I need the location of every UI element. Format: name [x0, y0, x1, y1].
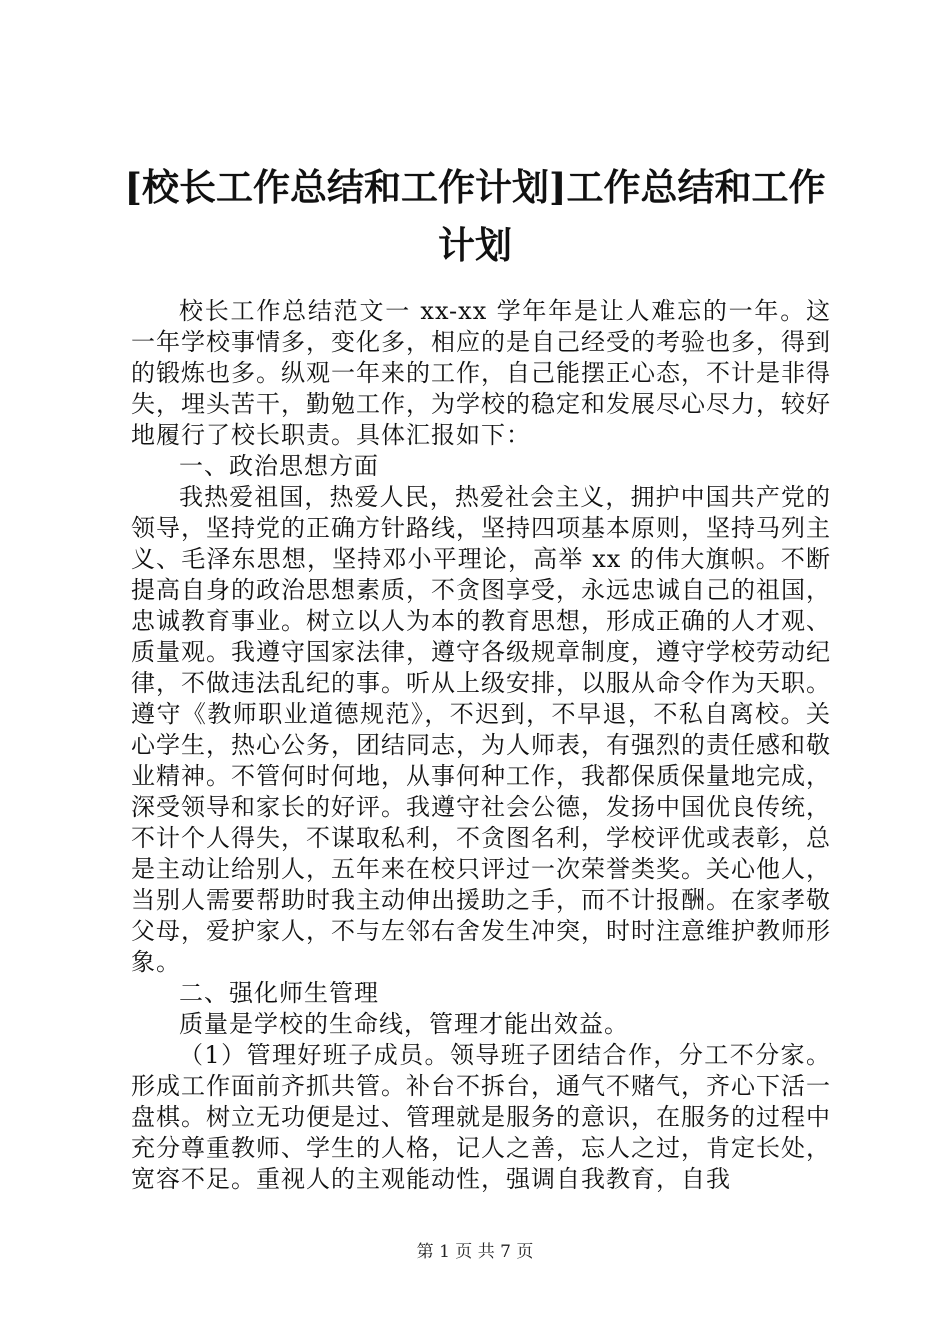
paragraph-quality: 质量是学校的生命线，管理才能出效益。 — [179, 1010, 629, 1038]
section-heading-management: 二、强化师生管理 — [179, 979, 379, 1007]
document-title: [校长工作总结和工作计划]工作总结和工作计划 — [124, 165, 826, 267]
document-body — [131, 296, 831, 1195]
paragraph-team-management: （1）管理好班子成员。领导班子团结合作，分工不分家。形成工作面前齐抓共管。补台不拆台，通气不赌气，齐心下活一盘棋。树立无功便是过、管理就是服务的意识，在服务的过程中充分尊重教师、学生的人格，记人之善，忘人之过，肯定长处，宽容不足。重视人的主观能动性，强调自我教育，自我 — [131, 1041, 831, 1193]
paragraph-intro: 校长工作总结范文一 xx-xx 学年年是让人难忘的一年。这一年学校事情多，变化多，相应的是自己经受的考验也多，得到的锻炼也多。纵观一年来的工作，自己能摆正心态，不计是非得失，埋头苦干，勤勉工作，为学校的稳定和发展尽心尽力，较好地履行了校长职责。具体汇报如下： — [131, 297, 831, 449]
page-footer: 第 1 页 共 7 页 — [416, 1242, 534, 1262]
paragraph-politics: 我热爱祖国，热爱人民，热爱社会主义，拥护中国共产党的领导，坚持党的正确方针路线，坚持四项基本原则，坚持马列主义、毛泽东思想，坚持邓小平理论，高举 xx 的伟大旗帜。不断提高自身的政治思想素质，不贪图享受，永远忠诚自己的祖国，忠诚教育事业。树立以人为本的教育思想，形成正确的人才观、质量观。我遵守国家法律，遵守各级规章制度，遵守学校劳动纪律，不做违法乱纪的事。听从上级安排，以服从命令作为天职。遵守《教师职业道德规范》，不迟到，不早退，不私自离校。关心学生，热心公务，团结同志，为人师表，有强烈的责任感和敬业精神。不管何时何地，从事何种工作，我都保质保量地完成，深受领导和家长的好评。我遵守社会公德，发扬中国优良传统，不计个人得失，不谋取私利，不贪图名利，学校评优或表彰，总是主动让给别人，五年来在校只评过一次荣誉类奖。关心他人，当别人需要帮助时我主动伸出援助之手，而不计报酬。在家孝敬父母，爱护家人，不与左邻右舍发生冲突，时时注意维护教师形象。 — [131, 483, 831, 976]
section-heading-politics: 一、政治思想方面 — [179, 452, 379, 480]
